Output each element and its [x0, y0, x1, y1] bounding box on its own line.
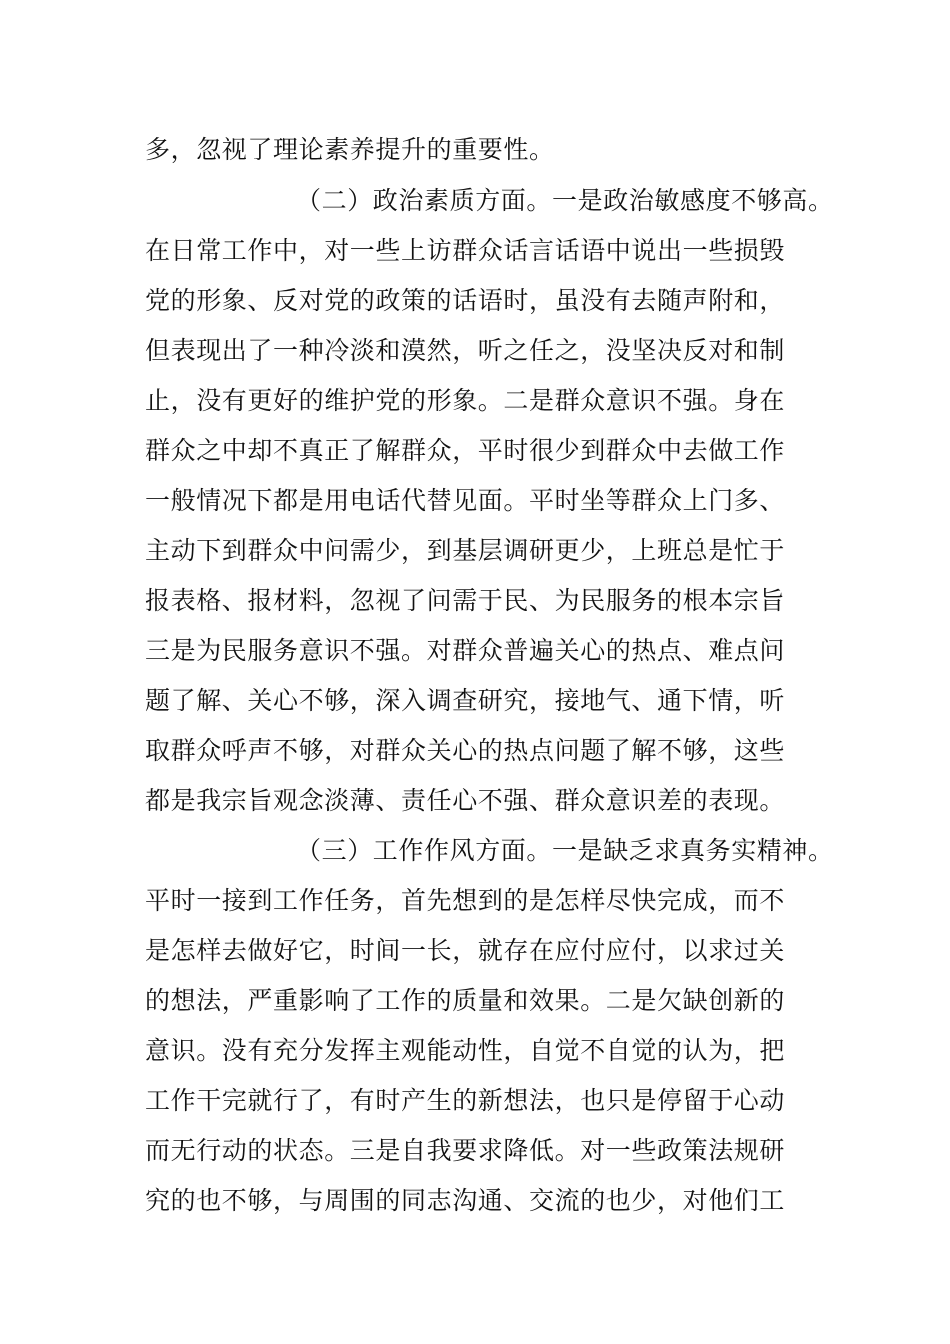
text-line: 主动下到群众中问需少，到基层调研更少，上班总是忙于 [145, 536, 786, 565]
text-line: 工作干完就行了，有时产生的新想法，也只是停留于心动 [145, 1086, 786, 1115]
text-line: 党的形象、反对党的政策的话语时，虽没有去随声附和， [145, 286, 786, 315]
section-heading-political: （二）政治素质方面。一是政治敏感度不够高。 [296, 186, 834, 215]
text-line: 三是为民服务意识不强。对群众普遍关心的热点、难点问 [145, 636, 786, 665]
text-line: 群众之中却不真正了解群众，平时很少到群众中去做工作 [145, 436, 786, 465]
text-line: 在日常工作中，对一些上访群众话言话语中说出一些损毁 [145, 236, 786, 265]
text-line: 止，没有更好的维护党的形象。二是群众意识不强。身在 [145, 386, 786, 415]
text-line: 究的也不够，与周围的同志沟通、交流的也少，对他们工 [145, 1186, 786, 1215]
text-line: 而无行动的状态。三是自我要求降低。对一些政策法规研 [145, 1136, 786, 1165]
text-line: 意识。没有充分发挥主观能动性，自觉不自觉的认为，把 [145, 1036, 786, 1065]
section-heading-work-style: （三）工作作风方面。一是缺乏求真务实精神。 [296, 836, 834, 865]
text-line: 是怎样去做好它，时间一长，就存在应付应付，以求过关 [145, 936, 786, 965]
text-line: 报表格、报材料，忽视了问需于民、为民服务的根本宗旨 [145, 586, 786, 615]
text-line: 一般情况下都是用电话代替见面。平时坐等群众上门多、 [145, 486, 786, 515]
text-line: 都是我宗旨观念淡薄、责任心不强、群众意识差的表现。 [145, 786, 786, 815]
text-line: 题了解、关心不够，深入调查研究，接地气、通下情，听 [145, 686, 786, 715]
text-line: 取群众呼声不够，对群众关心的热点问题了解不够，这些 [145, 736, 786, 765]
text-line: 但表现出了一种冷淡和漠然，听之任之，没坚决反对和制 [145, 336, 786, 365]
text-line: 的想法，严重影响了工作的质量和效果。二是欠缺创新的 [145, 986, 786, 1015]
text-line: 平时一接到工作任务，首先想到的是怎样尽快完成，而不 [145, 886, 786, 915]
text-line: 多，忽视了理论素养提升的重要性。 [145, 135, 555, 164]
